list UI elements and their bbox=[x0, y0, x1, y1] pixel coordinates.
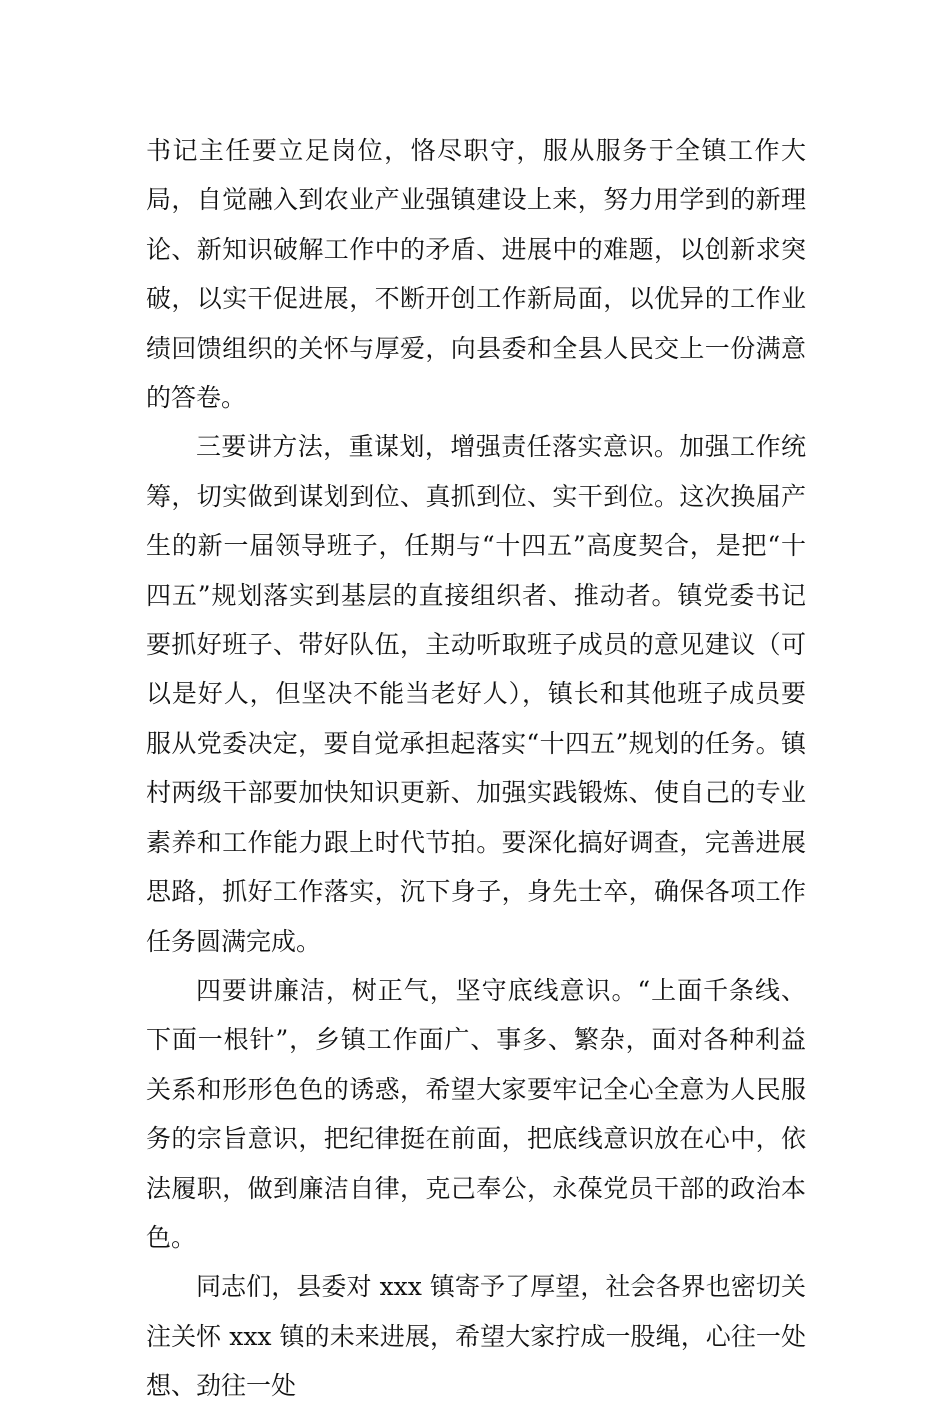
document-body bbox=[146, 126, 806, 1411]
paragraph-continuation: 书记主任要立足岗位，恪尽职守，服从服务于全镇工作大局，自觉融入到农业产业强镇建设上来，努力用学到的新理论、新知识破解工作中的矛盾、进展中的难题，以创新求突破，以实干促进展，不断开创工作新局面，以优异的工作业绩回馈组织的关怀与厚爱，向县委和全县人民交上一份满意的答卷。 bbox=[146, 136, 806, 413]
paragraph-point-four: 四要讲廉洁，树正气，坚守底线意识。“上面千条线、下面一根针”，乡镇工作面广、事多、繁杂，面对各种利益关系和形形色色的诱惑，希望大家要牢记全心全意为人民服务的宗旨意识，把纪律挺在前面，把底线意识放在心中，依法履职，做到廉洁自律，克己奉公，永葆党员干部的政治本色。 bbox=[146, 975, 806, 1252]
paragraph-closing: 同志们，县委对 xxx 镇寄予了厚望，社会各界也密切关注关怀 xxx 镇的未来进展，希望大家拧成一股绳，心往一处想、劲往一处 bbox=[146, 1272, 806, 1401]
paragraph-point-three: 三要讲方法，重谋划，增强责任落实意识。加强工作统筹，切实做到谋划到位、真抓到位、实干到位。这次换届产生的新一届领导班子，任期与“十四五”高度契合，是把“十四五”规划落实到基层的直接组织者、推动者。镇党委书记要抓好班子、带好队伍，主动听取班子成员的意见建议（可以是好人，但坚决不能当老好人），镇长和其他班子成员要服从党委决定，要自觉承担起落实“十四五”规划的任务。镇村两级干部要加快知识更新、加强实践锻炼、使自己的专业素养和工作能力跟上时代节拍。要深化搞好调查，完善进展思路，抓好工作落实，沉下身子，身先士卒，确保各项工作任务圆满完成。 bbox=[146, 432, 806, 956]
